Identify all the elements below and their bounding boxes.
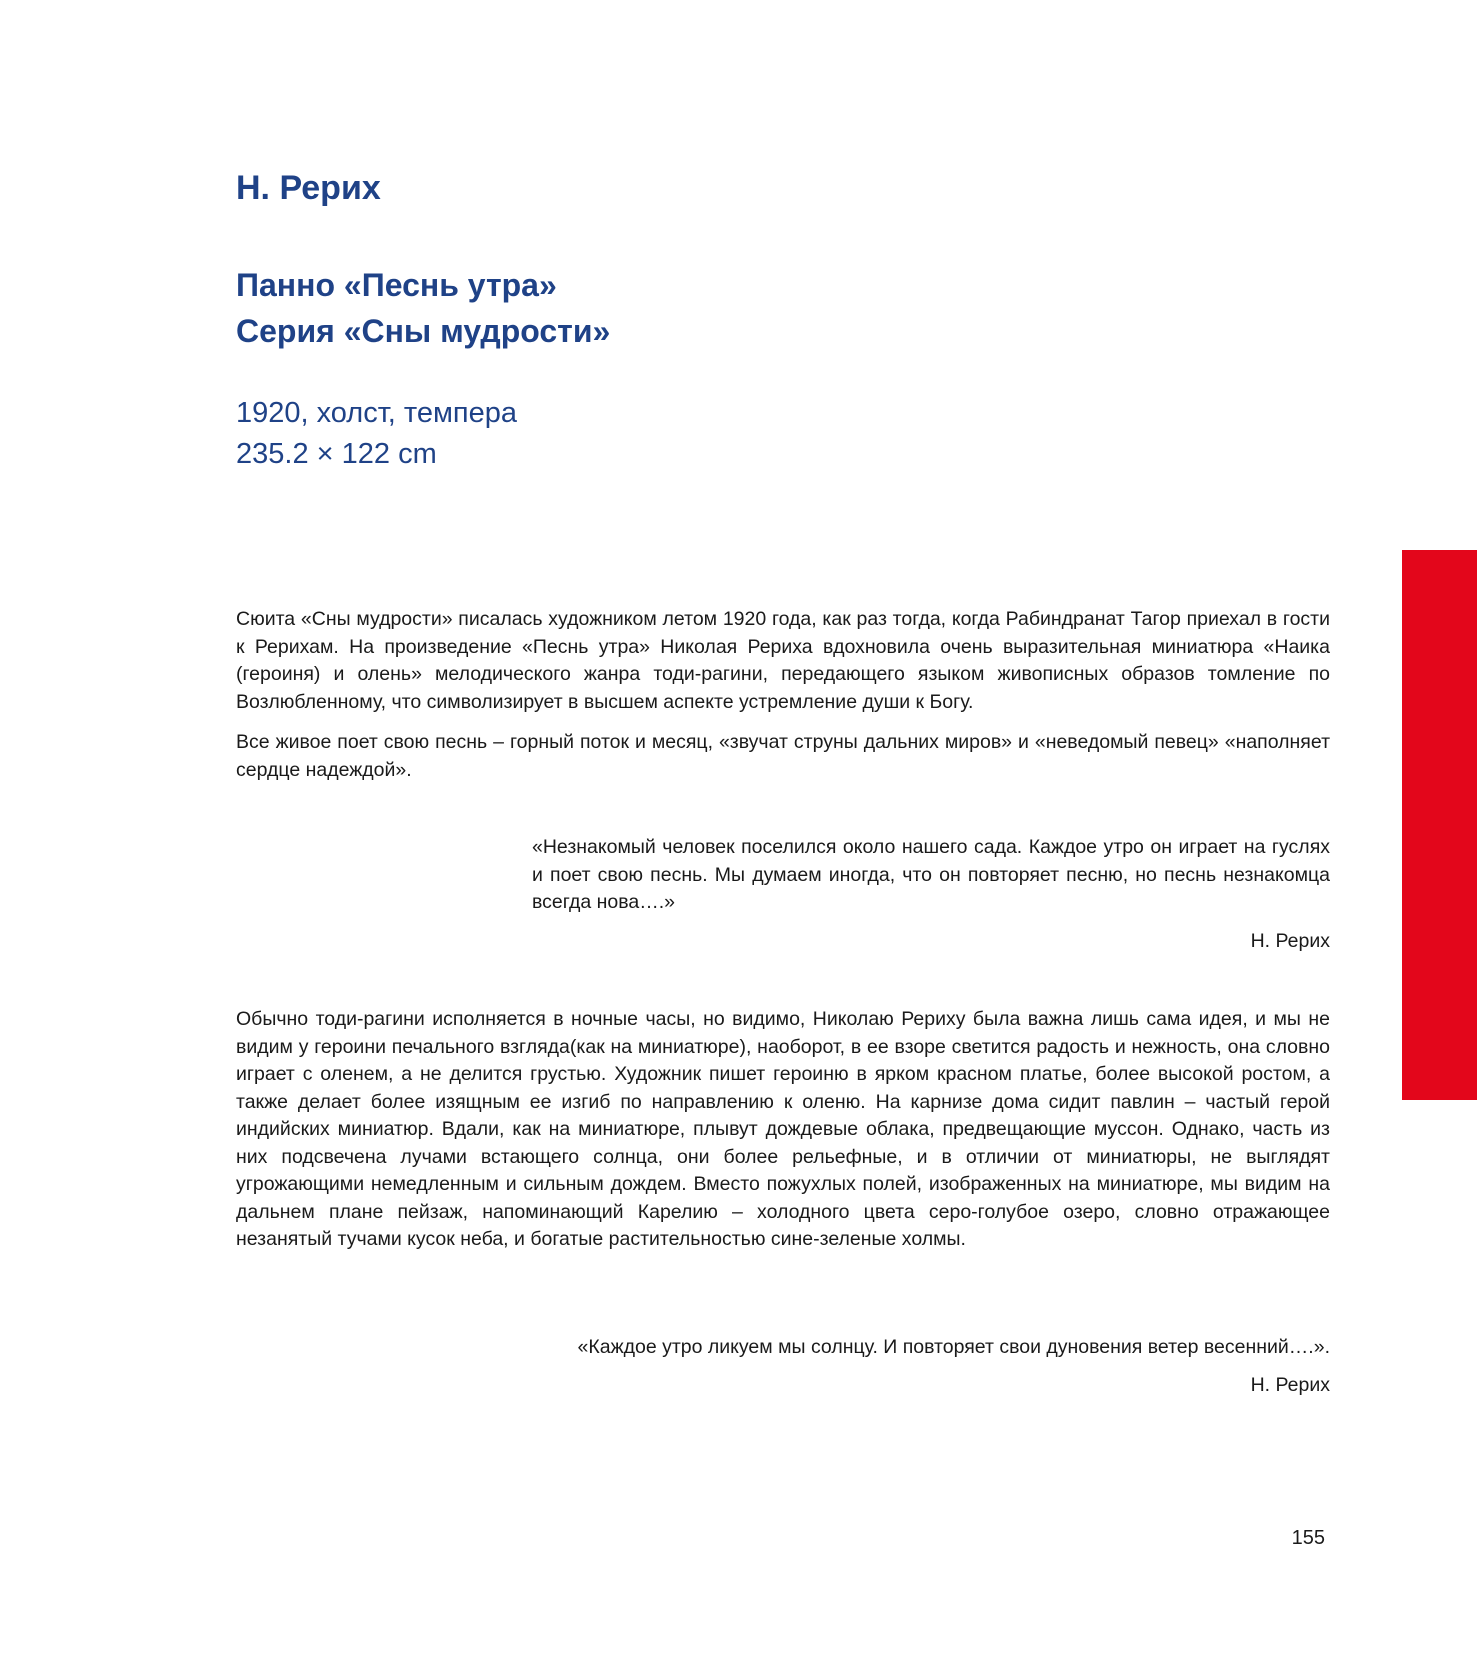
series-title-line: Серия «Сны мудрости» <box>236 313 611 349</box>
quote-attribution: Н. Рерих <box>1250 930 1330 952</box>
author-heading: Н. Рерих <box>236 169 381 207</box>
work-title-line: Панно «Песнь утра» <box>236 267 557 303</box>
body-paragraph: Все живое поет свою песнь – горный поток и месяц, «звучат струны дальних миров» и «неведомый певец» «наполняет сердце надеждой». <box>236 731 1330 781</box>
work-dimensions: 235.2 × 122 cm <box>236 438 437 470</box>
work-title <box>236 262 610 354</box>
quote-attribution: Н. Рерих <box>1250 1374 1330 1396</box>
body-paragraph: Обычно тоди-рагини исполняется в ночные часы, но видимо, Николаю Рериху была важна лишь сама идея, и мы не видим у героини печального взгляда(как на миниатюре), наоборот, в ее взоре светится радость и нежность, она словно играет с оленем, а не делится грустью. Художник пишет героиню в ярком красном платье, более высокой ростом, а также делает более изящным ее изгиб по направлению к оленю. На карнизе дома сидит павлин – частый герой индийских миниатюр. Вдали, как на миниатюре, плывут дождевые облака, предвещающие муссон. Однако, часть из них подсвечена лучами встающего солнца, они более рельефные, и в отличии от миниатюры, не выглядят угрожающими немедленным и сильным дождем. Вместо пожухлых полей, изображенных на миниатюре, мы видим на дальнем плане пейзаж, напоминающий Карелию – холодного цвета серо-голубое озеро, словно отражающее незанятый тучами кусок неба, и богатые растительностью сине-зеленые холмы. <box>236 1008 1330 1250</box>
epigraph-quote: «Незнакомый человек поселился около нашего сада. Каждое утро он играет на гуслях и поет свою песнь. Мы думаем иногда, что он повторяет песню, но песнь незнакомца всегда нова….» <box>532 836 1330 913</box>
work-date-medium: 1920, холст, темпера <box>236 397 518 429</box>
work-details <box>236 393 517 475</box>
section-color-tab <box>1402 550 1477 1100</box>
body-paragraph: Сюита «Сны мудрости» писалась художником летом 1920 года, как раз тогда, когда Рабиндранат Тагор приехал в гости к Рерихам. На произведение «Песнь утра» Николая Рериха вдохновила очень выразительная миниатюра «Наика (героиня) и олень» мелодического жанра тоди-рагини, передающего языком живописных образов томление по Возлюбленному, что символизирует в высшем аспекте устремление души к Богу. <box>236 608 1330 713</box>
epigraph-quote: «Каждое утро ликуем мы солнцу. И повторяет свои дуновения ветер весенний….». <box>577 1336 1330 1358</box>
page-number: 155 <box>1291 1527 1325 1549</box>
